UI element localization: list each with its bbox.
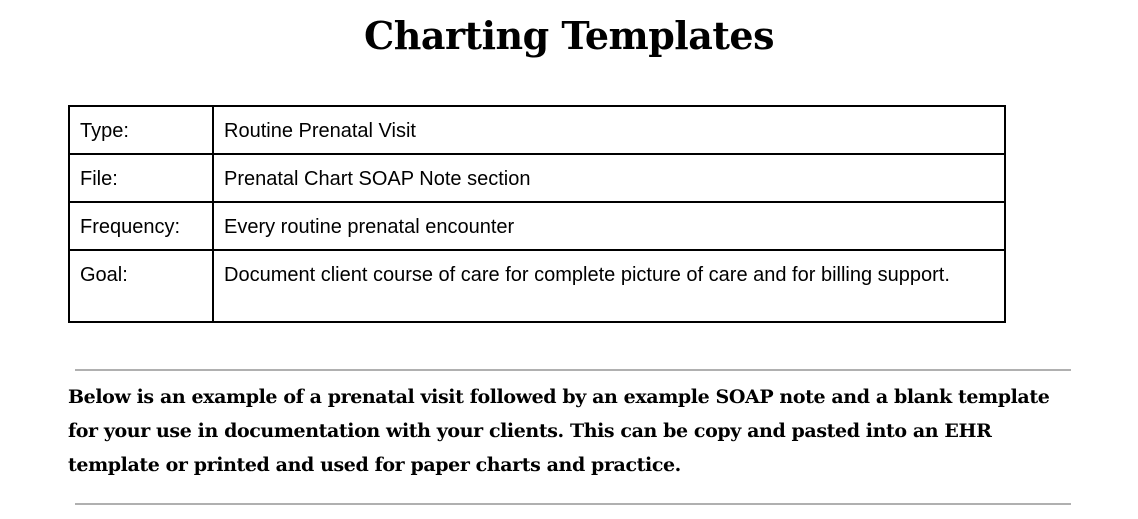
page-title: Charting Templates	[364, 13, 774, 58]
file-value: Prenatal Chart SOAP Note section	[213, 154, 1005, 202]
frequency-value: Every routine prenatal encounter	[213, 202, 1005, 250]
file-label: File:	[69, 154, 213, 202]
table-row-goal	[69, 250, 1005, 322]
table-row-file	[69, 154, 1005, 202]
table-row-type	[69, 106, 1005, 154]
type-label: Type:	[69, 106, 213, 154]
frequency-label: Frequency:	[69, 202, 213, 250]
goal-value: Document client course of care for complete picture of care and for billing support.	[213, 250, 1005, 322]
table-row-frequency	[69, 202, 1005, 250]
goal-label: Goal:	[69, 250, 213, 322]
intro-paragraph: Below is an example of a prenatal visit followed by an example SOAP note and a blank template for your use in documentation with your clients. This can be copy and pasted into an EHR template or printed and used for paper charts and practice.	[68, 386, 1050, 476]
top-divider	[75, 369, 1071, 371]
type-value: Routine Prenatal Visit	[213, 106, 1005, 154]
bottom-divider	[75, 503, 1071, 505]
template-info-table	[68, 105, 1006, 323]
